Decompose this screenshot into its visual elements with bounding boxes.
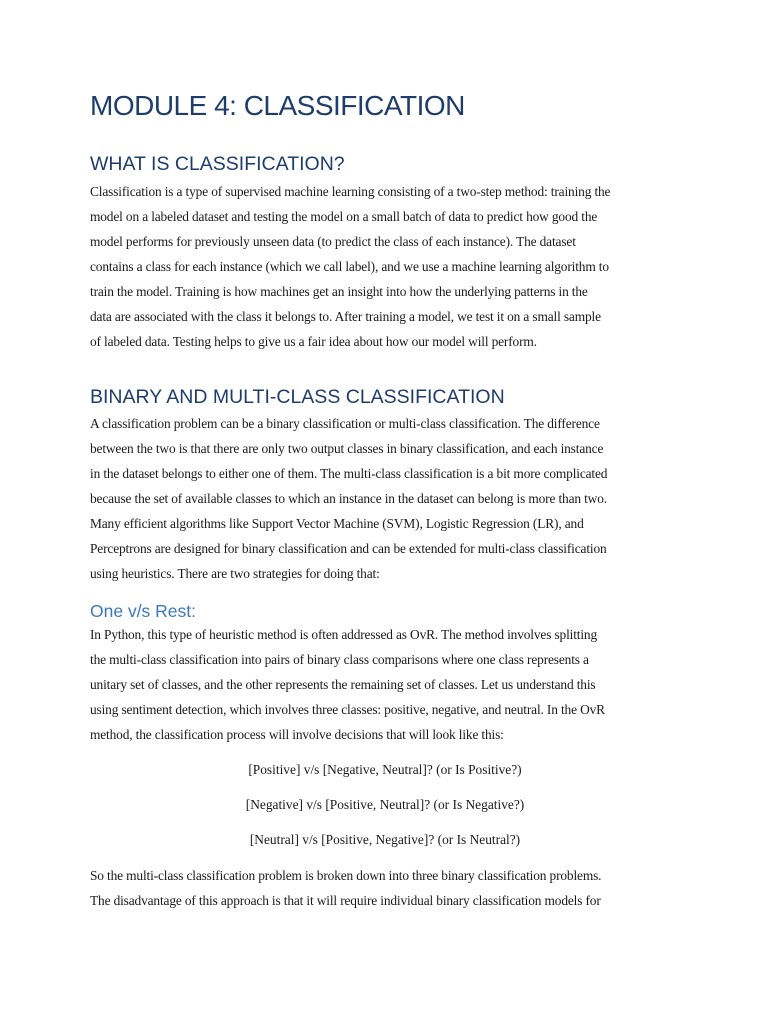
paragraph-line: Classification is a type of supervised machine learning consisting of a two-step method: training the xyxy=(90,184,611,199)
paragraph-line: using sentiment detection, which involves three classes: positive, negative, and neutral. In the OvR xyxy=(90,702,605,717)
paragraph-line: Many efficient algorithms like Support Vector Machine (SVM), Logistic Regression (LR), and xyxy=(90,516,584,531)
paragraph-line: In Python, this type of heuristic method is often addressed as OvR. The method involves splitting xyxy=(90,627,598,642)
paragraph-line: the multi-class classification into pairs of binary class comparisons where one class represents a xyxy=(90,652,589,667)
paragraph-line: Perceptrons are designed for binary classification and can be extended for multi-class classification xyxy=(90,541,607,556)
paragraph-line: contains a class for each instance (which we call label), and we use a machine learning algorithm to xyxy=(90,259,609,274)
paragraph-line: in the dataset belongs to either one of them. The multi-class classification is a bit more complicated xyxy=(90,466,608,481)
paragraph-binary-multiclass xyxy=(90,411,680,586)
paragraph-line: data are associated with the class it belongs to. After training a model, we test it on a small sample xyxy=(90,309,601,324)
paragraph-line: model on a labeled dataset and testing the model on a small batch of data to predict how good the xyxy=(90,209,598,224)
section-heading-what-is-classification: WHAT IS CLASSIFICATION? xyxy=(90,153,345,175)
ovr-example-positive: [Positive] v/s [Negative, Neutral]? (or Is Positive?) xyxy=(248,762,522,777)
paragraph-line: between the two is that there are only two output classes in binary classification, and each instance xyxy=(90,441,604,456)
paragraph-line: unitary set of classes, and the other represents the remaining set of classes. Let us understand this xyxy=(90,677,596,692)
subsection-heading-one-vs-rest: One v/s Rest: xyxy=(90,601,197,621)
paragraph-line: of labeled data. Testing helps to give us a fair idea about how our model will perform. xyxy=(90,334,537,349)
paragraph-line: model performs for previously unseen data (to predict the class of each instance). The dataset xyxy=(90,234,576,249)
paragraph-line: because the set of available classes to which an instance in the dataset can belong is more than two. xyxy=(90,491,607,506)
ovr-example-negative: [Negative] v/s [Positive, Neutral]? (or Is Negative?) xyxy=(245,797,525,812)
paragraph-line: train the model. Training is how machines get an insight into how the underlying patterns in the xyxy=(90,284,588,299)
paragraph-line: using heuristics. There are two strategies for doing that: xyxy=(90,566,380,581)
paragraph-line: The disadvantage of this approach is that it will require individual binary classification models for xyxy=(90,893,601,908)
section-heading-binary-multiclass: BINARY AND MULTI-CLASS CLASSIFICATION xyxy=(90,386,505,408)
paragraph-one-vs-rest xyxy=(90,622,680,747)
paragraph-ovr-conclusion xyxy=(90,863,680,913)
paragraph-what-is-classification xyxy=(90,179,680,354)
paragraph-line: A classification problem can be a binary classification or multi-class classification. The difference xyxy=(90,416,600,431)
ovr-example-neutral: [Neutral] v/s [Positive, Negative]? (or Is Neutral?) xyxy=(249,832,521,847)
paragraph-line: So the multi-class classification problem is broken down into three binary classification problems. xyxy=(90,868,602,883)
page-title: MODULE 4: CLASSIFICATION xyxy=(90,90,465,121)
paragraph-line: method, the classification process will involve decisions that will look like this: xyxy=(90,727,504,742)
